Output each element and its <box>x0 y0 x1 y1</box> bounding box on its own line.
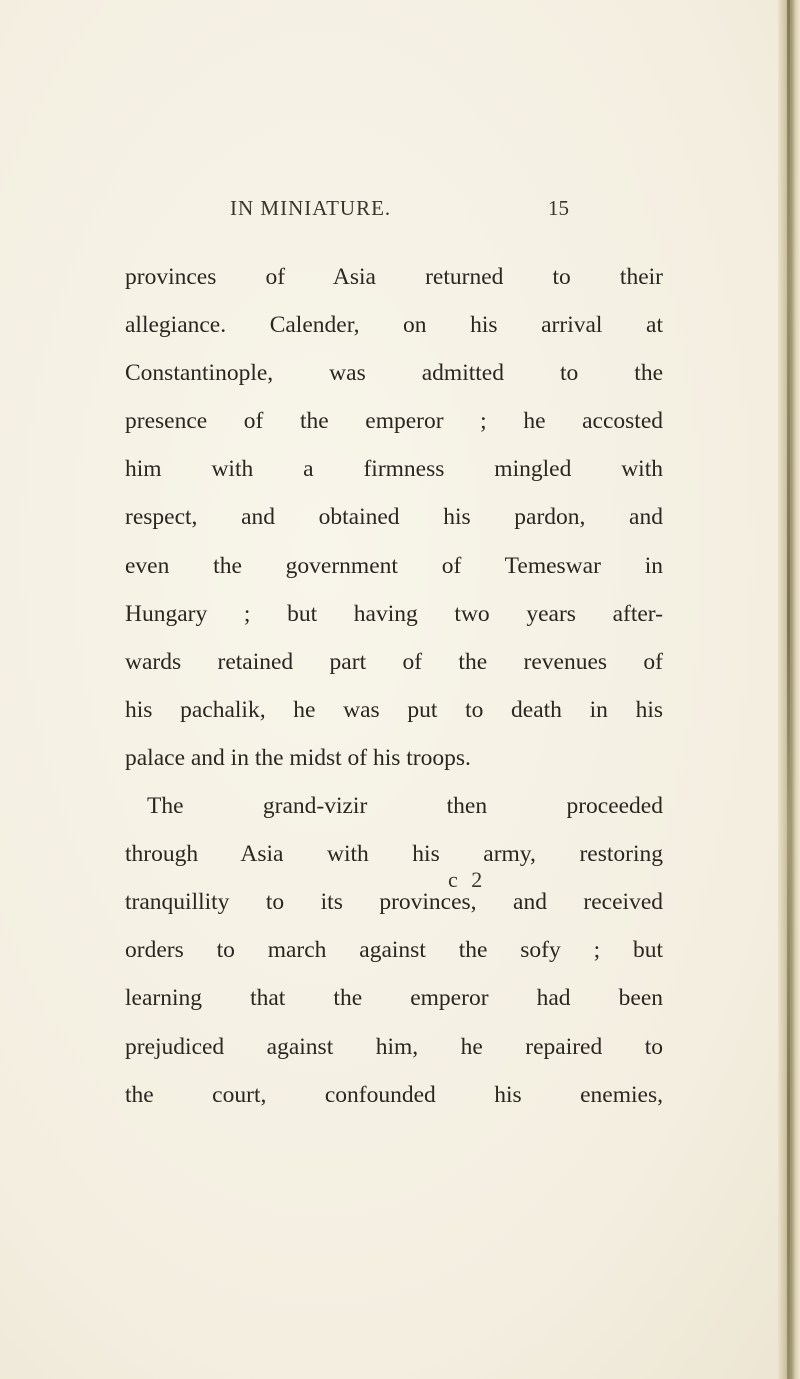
text-line: presence of the emperor ; he accosted <box>125 408 663 435</box>
page-binding-shadow <box>787 0 790 1379</box>
text-line: allegiance. Calender, on his arrival at <box>125 312 663 339</box>
text-line: learning that the emperor had been <box>125 985 663 1012</box>
text-line: Hungary ; but having two years after- <box>125 600 663 627</box>
running-head-title: IN MINIATURE. <box>230 196 392 220</box>
text-line: prejudiced against him, he repaired to <box>125 1033 663 1060</box>
text-line: through Asia with his army, restoring <box>125 841 663 868</box>
running-head <box>230 196 570 226</box>
text-line: respect, and obtained his pardon, and <box>125 504 663 531</box>
text-line: wards retained part of the revenues of <box>125 648 663 675</box>
signature-mark: c 2 <box>448 867 487 892</box>
text-line: even the government of Temeswar in <box>125 552 663 579</box>
text-line: palace and in the midst of his troops. <box>125 744 471 771</box>
text-line: provinces of Asia returned to their <box>125 264 663 290</box>
text-line: his pachalik, he was put to death in his <box>125 696 663 723</box>
page-number: 15 <box>548 196 569 220</box>
text-line: orders to march against the sofy ; but <box>125 937 663 964</box>
text-line: The grand-vizir then proceeded <box>147 793 663 820</box>
text-line: the court, confounded his enemies, <box>125 1081 663 1108</box>
body-text <box>125 253 663 1119</box>
text-line: him with a firmness mingled with <box>125 456 663 483</box>
text-line: tranquillity to its provinces, and received <box>125 889 663 916</box>
text-line: Constantinople, was admitted to the <box>125 360 663 387</box>
